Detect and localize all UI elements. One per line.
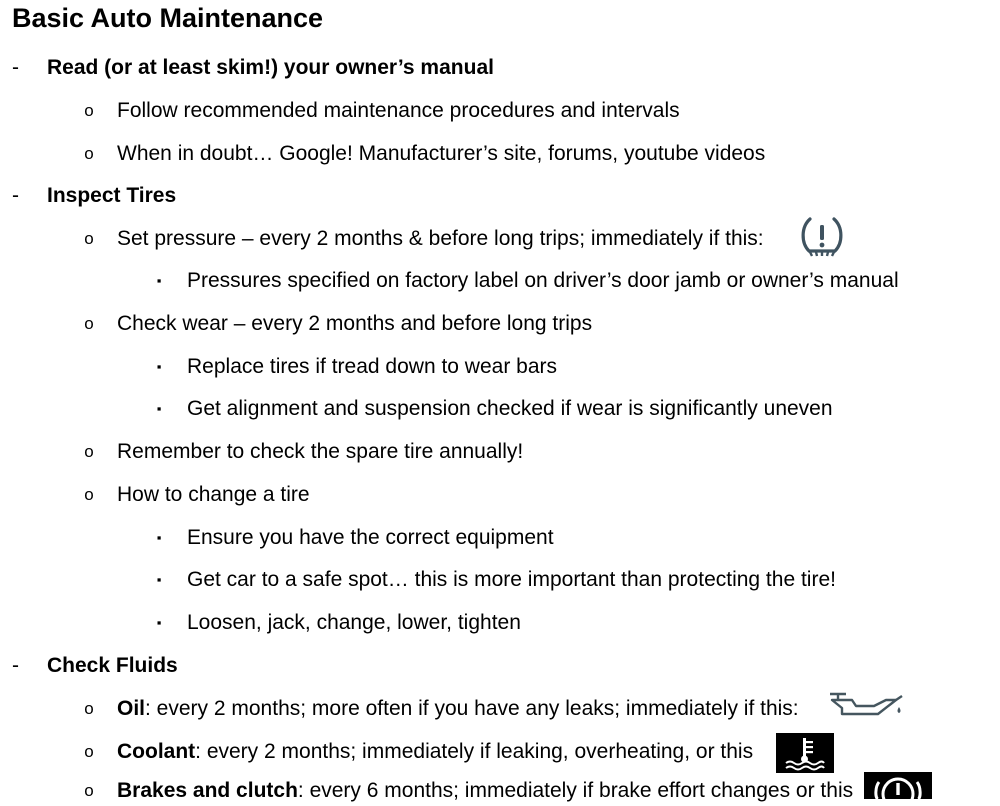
page-title: Basic Auto Maintenance: [12, 3, 324, 33]
fluid-name: Brakes and clutch: [117, 779, 298, 802]
circle-bullet: o: [84, 442, 94, 461]
fluid-description: : every 2 months; immediately if leaking, overheating, or this: [195, 740, 754, 763]
list-item-text: Set pressure – every 2 months & before long trips; immediately if this:: [117, 227, 764, 250]
list-item-text: Ensure you have the correct equipment: [187, 526, 554, 549]
circle-bullet: o: [84, 229, 94, 248]
list-item-text: [117, 737, 753, 767]
list-item-text: Get alignment and suspension checked if wear is significantly uneven: [187, 397, 833, 420]
square-bullet: ▪: [156, 615, 162, 630]
oil-pressure-warning-icon: [826, 688, 906, 720]
circle-bullet: o: [84, 101, 94, 120]
fluid-name: Coolant: [117, 740, 196, 763]
list-item-text: When in doubt… Google! Manufacturer’s site, forums, youtube videos: [117, 142, 766, 165]
list-item-text: How to change a tire: [117, 483, 310, 506]
circle-bullet: o: [84, 144, 94, 163]
square-bullet: ▪: [156, 401, 162, 416]
list-item-text: [117, 694, 799, 724]
dash-bullet: -: [12, 184, 19, 207]
list-item-text: Loosen, jack, change, lower, tighten: [187, 611, 521, 634]
brake-warning-icon: [864, 772, 932, 799]
fluid-name: Oil: [117, 697, 146, 720]
square-bullet: ▪: [156, 530, 162, 545]
list-item-text: Follow recommended maintenance procedures and intervals: [117, 99, 680, 122]
list-item-text: Replace tires if tread down to wear bars: [187, 355, 558, 378]
list-item-text: Read (or at least skim!) your owner’s manual: [47, 56, 494, 79]
square-bullet: ▪: [156, 273, 162, 288]
dash-bullet: -: [12, 56, 19, 79]
list-item-text: Remember to check the spare tire annually!: [117, 440, 524, 463]
circle-bullet: o: [84, 485, 94, 504]
list-item-text: Inspect Tires: [47, 184, 177, 207]
list-item-text: Get car to a safe spot… this is more important than protecting the tire!: [187, 568, 836, 591]
circle-bullet: o: [84, 699, 94, 718]
list-item-text: Pressures specified on factory label on driver’s door jamb or owner’s manual: [187, 269, 899, 292]
coolant-temperature-warning-icon: [776, 733, 834, 773]
circle-bullet: o: [84, 314, 94, 333]
circle-bullet: o: [84, 742, 94, 761]
circle-bullet: o: [84, 781, 94, 800]
square-bullet: ▪: [156, 572, 162, 587]
tire-pressure-warning-icon: [800, 216, 844, 258]
square-bullet: ▪: [156, 359, 162, 374]
dash-bullet: -: [12, 654, 19, 677]
fluid-description: : every 2 months; more often if you have any leaks; immediately if this:: [145, 697, 799, 720]
list-item-text: Check Fluids: [47, 654, 178, 677]
fluid-description: : every 6 months; immediately if brake effort changes or this: [297, 779, 854, 802]
list-item-text: [117, 776, 853, 806]
list-item-text: Check wear – every 2 months and before long trips: [117, 312, 593, 335]
